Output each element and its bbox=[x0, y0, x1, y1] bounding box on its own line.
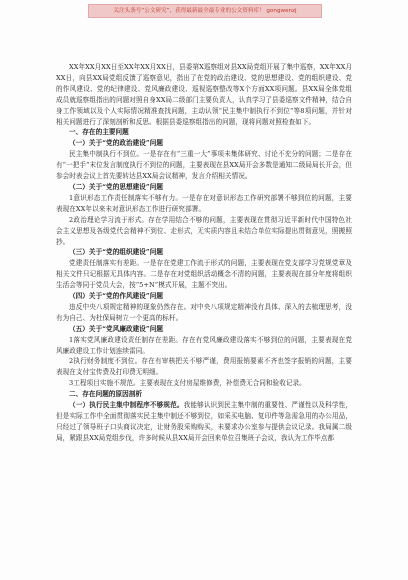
body-paragraph: 民主集中制执行不到位。一是存在有“三重一大”事项未集体研究、讨论不充分的问题；二是存在有“一把手”末位发言制度执行不到位的问题，主要表现在县XX局开会多数是通知二级局局长开会，但参会时表会议上首先要转达县XX局会议精神，发言介绍相关情况。 bbox=[56, 150, 352, 181]
document-body bbox=[56, 62, 352, 444]
subsection-heading: （二）关于“党的思想建设”问题 bbox=[69, 182, 164, 191]
body-paragraph: 1落实党风廉政建设责任制存在差距。存在有党风廉政建设落实不够到位的问题，主要表现在党风廉政建设工作计划连续雷同。 bbox=[56, 335, 352, 355]
paragraph-text: 我能够认识到民主集中制的重要性、严谨性以及科学性，但是实际工作中全面贯彻落实民主集中制还不够到位，如采买电脑、复印件等急需急用的办公用品，只经过了领导班子口头商议决定，让财务股采购购买，未要求办公室参与提供会议记录。我局属二级局，紧跟县XX局党组步伐，许多时候从县XX局开会回来单位召集班子会议，我认为工作毕点都 bbox=[56, 401, 353, 442]
body-paragraph: 3工程项目实施不规范。主要表现在支付房屋维修费，补偿费无合同和验收记录。 bbox=[69, 379, 306, 388]
subsection-heading: （三）关于“党的组织建设”问题 bbox=[69, 248, 164, 257]
watermark-banner: 关注头条号“公文研究”，获得最新最全最专业的公文资料库！ gongwenzj bbox=[88, 4, 322, 18]
body-paragraph: XX年XX月XX日至XX年XX月XX日，县委第X巡察组对县XX局党组开展了集中巡察，XX年XX月XX日，向县XX局党组反馈了巡察意见，指出了在党的政治建设、党的思想建设、党的组织建设、党的作风建设、党的纪律建设、党风廉政建设、巡视巡察整改等X个方面XX项问题。县XX局全体党组成员就巡察组指出的问题对照自身XX局二级部门主要负责人，认真学习了县委巡察文件精神，结合自身工作领域以及个人实际情况精准查找问题，主动认领“民主集中制执行不到位”等8项问题，并针对相关问题进行了深刻剖析和反思。根据县委巡察组指出的问题，现将问题对照检查如下。 bbox=[56, 63, 352, 126]
body-paragraph: 违反中央八项规定精神的现象仍然存在。对中央八项规定精神没有具体、深入的去梳理思考，没有为自己、为杜保局树立一个更高的标杆。 bbox=[56, 302, 352, 322]
body-paragraph: 1意识形态工作责任制落实不够有力。一是存在对意识形态工作研究部署不够到位的问题，主要表现在XX年以来未对意识形态工作进行研究部署。 bbox=[56, 193, 352, 213]
inline-heading: （一）执行民主集中制程序不够规范。 bbox=[69, 401, 184, 410]
body-paragraph: 党建责任制落实有差距。一是存在党建工作流于形式的问题，主要表现在党支部学习党规党章及相关文件只记根据无具体内容。二是存在对党组织活动概念不清的问题，主要表现在部分年度将组织生活会等同于党员大会，按“5+N”模式开展，主题不突出。 bbox=[56, 259, 352, 290]
section-heading: 一、存在的主要问题 bbox=[69, 128, 129, 137]
body-paragraph: 2政治理论学习流于形式。存在学用结合不够的问题，主要表现在贯彻习近平新时代中国特色社会主义思想及各级党代会精神不到位、走形式，无实质内容且未结合单位实际提出贯彻意见，照搬照抄。 bbox=[56, 215, 352, 246]
body-paragraph: 2执行财务制度不到位。存在有审核把关不够严谨，费用报销要素不齐也签字报销的问题，主要表现在支付宝传费及打印费无明细。 bbox=[56, 357, 352, 377]
subsection-heading: （四）关于“党的作风建设”问题 bbox=[69, 292, 164, 301]
body-paragraph bbox=[56, 400, 352, 444]
subsection-heading: （一）关于“党的政治建设”问题 bbox=[69, 139, 164, 148]
section-heading: 二、存在问题的原因剖析 bbox=[69, 390, 143, 399]
subsection-heading: （五）关于“党风廉政建设”问题 bbox=[69, 324, 164, 333]
